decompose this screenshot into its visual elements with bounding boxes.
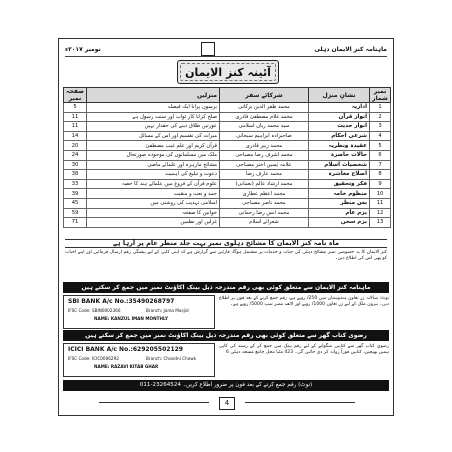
toc-cell-author: محمد زبیر قادری: [220, 141, 309, 151]
toc-cell-section: اصلاح معاشرہ: [309, 170, 370, 180]
toc-cell-section: انوار حدیث: [309, 122, 370, 132]
table-row: [64, 122, 391, 132]
toc-cell-title: حمد و نعت و منقبت: [87, 189, 220, 199]
toc-cell-author: محمد عارف رضا: [220, 170, 309, 180]
toc-cell-section: بزم عام: [309, 208, 370, 218]
table-row: [64, 150, 391, 160]
toc-cell-author: علامہ یٰسین اختر مصباحی: [220, 160, 309, 170]
toc-cell-title: مشائخ مارہرہ اور علمائے ماضی: [87, 160, 220, 170]
page-header: [65, 42, 387, 57]
toc-cell-page: 5: [64, 103, 87, 113]
sbi-account-box: [63, 295, 215, 329]
toc-cell-page: 24: [64, 150, 87, 160]
toc-cell-section: فکر وتحقیق: [309, 179, 370, 189]
toc-cell-number: 1: [370, 103, 391, 113]
table-row: [64, 198, 391, 208]
sbi-heading-bar: ماہنامہ کنز الایمان سے متعلق کوئی بھی رقم مندرجہ ذیل بینک اکاؤنٹ نمبر میں جمع کر سکتے ہیں: [63, 282, 389, 293]
toc-cell-number: 10: [370, 189, 391, 199]
footer-rule-right: [245, 402, 355, 403]
toc-cell-title: غزلیں اور نظمیں: [87, 218, 220, 228]
footer-rule-left: [99, 402, 209, 403]
toc-cell-section: حالات حاضرہ: [309, 150, 370, 160]
icici-heading-bar: رضوی کتاب گھر سے متعلق کوئی بھی رقم مندرجہ ذیل بینک اکاؤنٹ نمبر میں جمع کر سکتے ہیں: [63, 330, 389, 341]
toc-cell-page: 39: [64, 189, 87, 199]
table-row: [64, 208, 391, 218]
toc-cell-number: 5: [370, 141, 391, 151]
toc-cell-page: 20: [64, 141, 87, 151]
toc-cell-title: عورتیں طلاق دینے کی حقدار نہیں: [87, 122, 220, 132]
toc-cell-number: 11: [370, 198, 391, 208]
announcement-title: ماہ نامہ کنز الایمان کا مشائخ دہلوی نمبر بہت جلد منظر عام پر آرہا ہے: [65, 239, 387, 248]
magazine-name: ماہنامہ کنز الایمان دہلی: [314, 45, 387, 53]
col-header-page: صفحہ نمبر: [64, 88, 87, 103]
toc-cell-title: صلح کرانا کار ثواب اور سنت رسول ہے: [87, 112, 220, 122]
toc-cell-author: محمد ناصر مصباحی: [220, 198, 309, 208]
toc-cell-number: 12: [370, 208, 391, 218]
announcement-body: کنز الایمان کا یہ خصوصی نمبر مشائخ دہلی کی حیات و خدمات پر مشتمل ہوگا، قارئین سے گزارش ہے کہ اپنی کاپی کے لیے پیشگی رقم ارسال فرمائیں اور اپنے احباب کو بھی اس کی اطلاع دیں۔: [65, 249, 387, 261]
toc-cell-title: علوم قرآن کے فروغ میں علمائے ہند کا حصہ: [87, 179, 220, 189]
toc-cell-number: 6: [370, 150, 391, 160]
col-header-number: نمبر شمار: [370, 88, 391, 103]
toc-cell-title: ملک میں مسلمانوں کی موجودہ صورتحال: [87, 150, 220, 160]
toc-cell-section: انوار قرآن: [309, 112, 370, 122]
toc-body: [64, 103, 391, 228]
toc-cell-title: قرآن کریم اور علم غیب مصطفیٰ: [87, 141, 220, 151]
footer-note-bar: (نوٹ) رقم جمع کرنے کے بعد فون پر ضرور اطلاع کریں۔ 23264524-011: [63, 380, 389, 391]
toc-cell-author: محمد اعظم عطاری: [220, 189, 309, 199]
table-row: [64, 141, 391, 151]
icici-branch: Branch: Chandni Chowk: [146, 356, 197, 361]
icici-note: رضوی کتاب گھر سے کتابیں منگوانے کے لیے رقم بینک میں جمع کر کے رسید کی کاپی ہمیں بھیجیں، کتابیں فوراً روانہ کر دی جائیں گی۔ 423 مٹیا محل جامع مسجد دہلی 6: [219, 344, 389, 356]
toc-cell-section: اداریہ: [309, 103, 370, 113]
page-number: 4: [219, 397, 235, 410]
toc-cell-section: شرعی احکام: [309, 131, 370, 141]
toc-cell-title: دعوت و تبلیغ کی اہمیت: [87, 170, 220, 180]
icici-account-name: NAME: RAZAVI KITAB GHAR: [94, 364, 159, 369]
toc-cell-page: 14: [64, 131, 87, 141]
toc-cell-section: عقیدہ ونظریہ: [309, 141, 370, 151]
toc-cell-page: 45: [64, 198, 87, 208]
toc-cell-section: بس منظر: [309, 198, 370, 208]
toc-cell-title: خواتین کا صفحہ: [87, 208, 220, 218]
toc-cell-section: شخصیات اسلام: [309, 160, 370, 170]
col-header-title: منزلیں: [87, 88, 220, 103]
toc-cell-number: 2: [370, 112, 391, 122]
toc-cell-number: 9: [370, 179, 391, 189]
toc-cell-number: 7: [370, 160, 391, 170]
table-row: [64, 131, 391, 141]
toc-cell-page: 30: [64, 160, 87, 170]
toc-cell-page: 33: [64, 179, 87, 189]
icici-ifsc: IFSC Code: ICIC0006292: [68, 356, 119, 361]
table-row: [64, 160, 391, 170]
sbi-account-title: SBI BANK A/c No.:35490268797: [68, 298, 175, 305]
icici-account-box: [63, 343, 215, 377]
table-row: [64, 170, 391, 180]
table-row: [64, 103, 391, 113]
magazine-page: [58, 38, 394, 416]
magazine-logo-icon: [201, 42, 215, 56]
col-header-section: نشانِ منزل: [309, 88, 370, 103]
toc-cell-author: محمد غلام مصطفیٰ قادری: [220, 112, 309, 122]
banner-title: آئینہ کنز الایمان: [185, 65, 271, 79]
toc-cell-author: محمد ظفر الدین برکاتی: [220, 103, 309, 113]
toc-cell-page: 38: [64, 170, 87, 180]
toc-cell-number: 3: [370, 122, 391, 132]
table-row: [64, 112, 391, 122]
toc-cell-author: سید محمد ریان اسلامی: [220, 122, 309, 132]
toc-cell-title: میراث کی تقسیم اور اس کے مسائل: [87, 131, 220, 141]
toc-cell-page: 11: [64, 112, 87, 122]
table-row: [64, 179, 391, 189]
toc-cell-number: 8: [370, 170, 391, 180]
table-of-contents: [63, 87, 391, 228]
toc-cell-page: 11: [64, 122, 87, 132]
sbi-account-name: NAME: KANZUL IMAN MONTHLY: [94, 316, 169, 321]
toc-cell-section: بزم سخن: [309, 218, 370, 228]
toc-cell-author: شعرائے اسلام: [220, 218, 309, 228]
toc-cell-page: 71: [64, 218, 87, 228]
toc-cell-number: 4: [370, 131, 391, 141]
icici-account-title: ICICI BANK A/c No.:629205502129: [68, 346, 183, 353]
contents-banner: [177, 60, 279, 84]
issue-date: نومبر ۲۰۱۷ء: [65, 45, 101, 53]
toc-cell-author: محمد اشرف رضا مصباحی: [220, 150, 309, 160]
toc-cell-page: 59: [64, 208, 87, 218]
toc-cell-author: محمد انس رضا رحمانی: [220, 208, 309, 218]
toc-cell-number: 13: [370, 218, 391, 228]
toc-cell-title: برسوں پرانا ایک فیصلہ: [87, 103, 220, 113]
sbi-note: نوٹ: سالانہ زر تعاون ہندوستان میں 250/ روپے ہے، رقم جمع کرنے کے بعد فون پر اطلاع دیں۔ بیرون ملک کے لیے زر تعاون 1000/ روپے اور لائف ممبر شپ 5000/ روپے ہے۔: [219, 296, 389, 308]
toc-cell-section: منظوم خامہ: [309, 189, 370, 199]
sbi-ifsc: IFSC Code: SBIN0002366: [68, 308, 121, 313]
toc-cell-author: محمد ارشاد عالم (نعمانی): [220, 179, 309, 189]
toc-header-row: [64, 88, 391, 103]
sbi-branch: Branch: Jama Masjid: [146, 308, 189, 313]
toc-cell-author: صاحبزادہ ابراہیم سبحانی: [220, 131, 309, 141]
table-row: [64, 218, 391, 228]
toc-cell-title: اسلامی تہذیب کی روشنی میں: [87, 198, 220, 208]
table-row: [64, 189, 391, 199]
col-header-author: شرکائے سفر: [220, 88, 309, 103]
announcement: [65, 239, 387, 279]
